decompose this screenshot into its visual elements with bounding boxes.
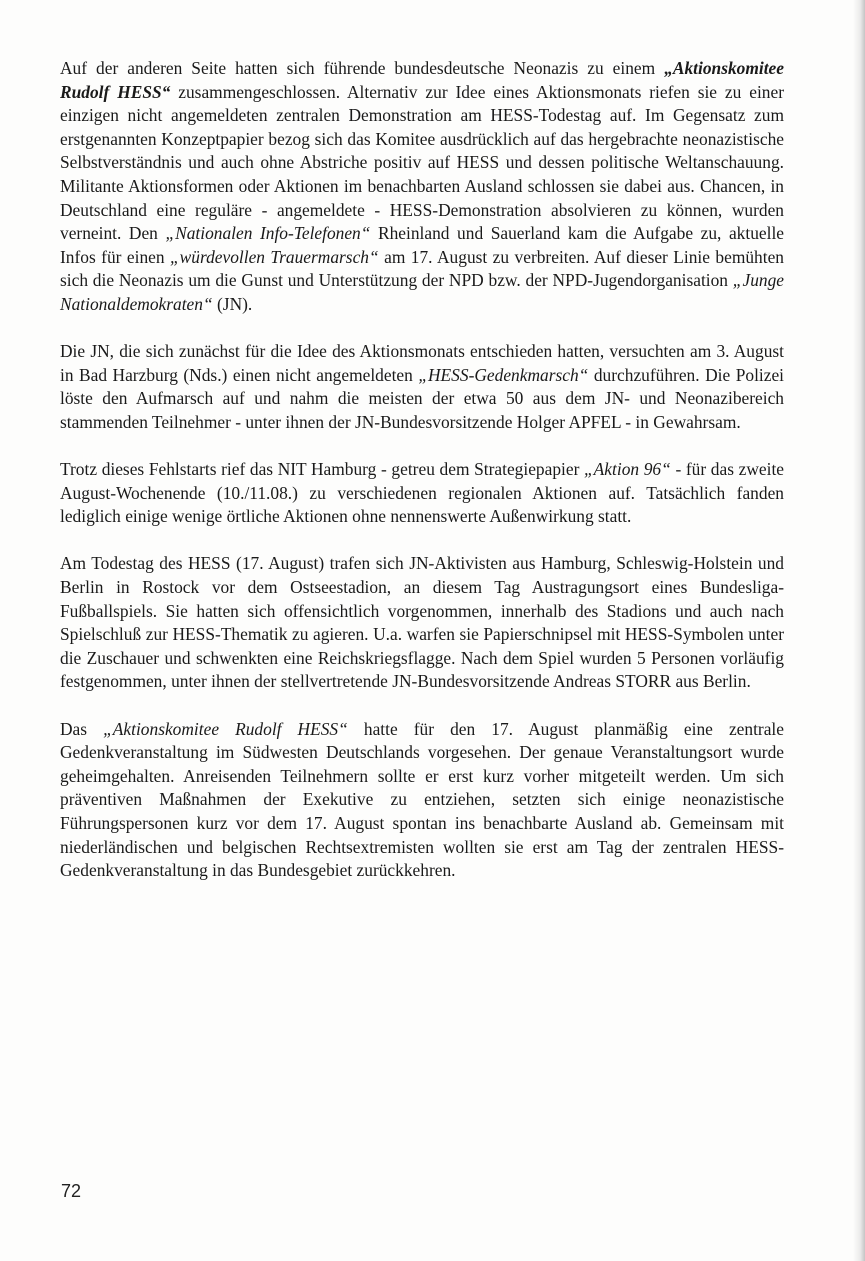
paragraph-1 (60, 57, 784, 317)
text-run: hatte für den 17. August planmäßig eine zentrale Gedenkveranstaltung im Südwesten Deutschlands vorgesehen. Der genaue Veranstaltungsort wurde geheimgehalten. Anreisenden Teilnehmern sollte er erst kurz vorher mitgeteilt werden. Um sich präventiven Maßnahmen der Exekutive zu entziehen, setzten sich einige neonazistische Führungspersonen kurz vor dem 17. August spontan ins benachbarte Ausland ab. Gemeinsam mit niederländischen und belgischen Rechtsextremisten wollten sie erst am Tag der zentralen HESS-Gedenkveranstaltung in das Bundesgebiet zurückkehren. (60, 718, 784, 881)
text-run: Trotz dieses Fehlstarts rief das NIT Hamburg - getreu dem Strategiepapier (60, 459, 585, 480)
text-run: Auf der anderen Seite hatten sich führende bundesdeutsche Neonazis zu einem (60, 58, 665, 78)
text-run: „Aktion 96“ (584, 459, 671, 480)
text-run: Rheinland und Sauerland kam die Aufgabe zu, aktuelle Infos für einen (60, 223, 784, 267)
text-run: „würdevollen Trauermarsch“ (170, 246, 379, 267)
text-run: „Nationalen Info-Telefonen“ (165, 223, 371, 244)
text-run: „HESS-Gedenkmarsch“ (418, 364, 589, 385)
text-run: Die JN, die sich zunächst für die Idee des Aktionsmonats entschieden hatten, versuchten am 3. August in Bad Harzburg (Nds.) einen nicht angemeldeten (60, 341, 784, 385)
text-run: - für das zweite August-Wochenende (10./11.08.) zu verschiedenen regionalen Aktionen auf. Tatsächlich fanden lediglich einige wenige örtliche Aktionen ohne nennenswerte Außenwirkung statt. (60, 459, 784, 527)
body-text (60, 57, 784, 883)
text-run: „Aktionskomitee Rudolf HESS“ (60, 58, 784, 102)
text-run: „Junge Nationaldemokraten“ (60, 270, 784, 314)
paragraph-5 (60, 718, 784, 883)
paragraph-4 (60, 552, 784, 694)
text-run: zusammengeschlossen. Alternativ zur Idee eines Aktionsmonats riefen sie zu einer einzigen nicht angemeldeten zentralen Demonstration am HESS-Todestag auf. Im Gegensatz zum erstgenannten Konzeptpapier bezog sich das Komitee ausdrücklich auf das hergebrachte neonazistische Selbstverständnis und auch ohne Abstriche positiv auf HESS und dessen politische Weltanschauung. Militante Aktionsformen oder Aktionen im benachbarten Ausland schlossen sie dabei aus. Chancen, in Deutschland eine reguläre - angemeldete - HESS-Demonstration absolvieren zu können, wurden verneint. Den (60, 81, 784, 244)
page-number: 72 (61, 1181, 82, 1201)
text-run: am 17. August zu verbreiten. Auf dieser Linie bemühten sich die Neonazis um die Gunst und Unterstützung der NPD bzw. der NPD-Jugendorganisation (60, 246, 784, 291)
text-run: durchzuführen. Die Polizei löste den Aufmarsch auf und nahm die meisten der etwa 50 aus dem JN- und Neonazibereich stammenden Teilnehmer - unter ihnen der JN-Bundesvorsitzende Holger APFEL - in Gewahrsam. (60, 364, 785, 432)
text-run: „Aktionskomitee Rudolf HESS“ (103, 718, 348, 739)
paragraph-2 (60, 340, 784, 434)
text-run: Am Todestag des HESS (17. August) trafen sich JN-Aktivisten aus Hamburg, Schleswig-Holstein und Berlin in Rostock vor dem Ostseestadion, an diesem Tag Austragungsort eines Bundesliga-Fußballspiels. Sie hatten sich offensichtlich vorgenommen, innerhalb des Stadions und auch nach Spielschluß zur HESS-Thematik zu agieren. U.a. warfen sie Papierschnipsel mit HESS-Symbolen unter die Zuschauer und schwenkten eine Reichskriegsflagge. Nach dem Spiel wurden 5 Personen vorläufig festgenommen, unter ihnen der stellvertretende JN-Bundesvorsitzende Andreas STORR aus Berlin. (60, 553, 784, 692)
paragraph-3 (60, 458, 784, 529)
page-edge-shadow (853, 0, 865, 1261)
text-run: (JN). (212, 293, 253, 314)
text-run: Das (60, 718, 104, 739)
